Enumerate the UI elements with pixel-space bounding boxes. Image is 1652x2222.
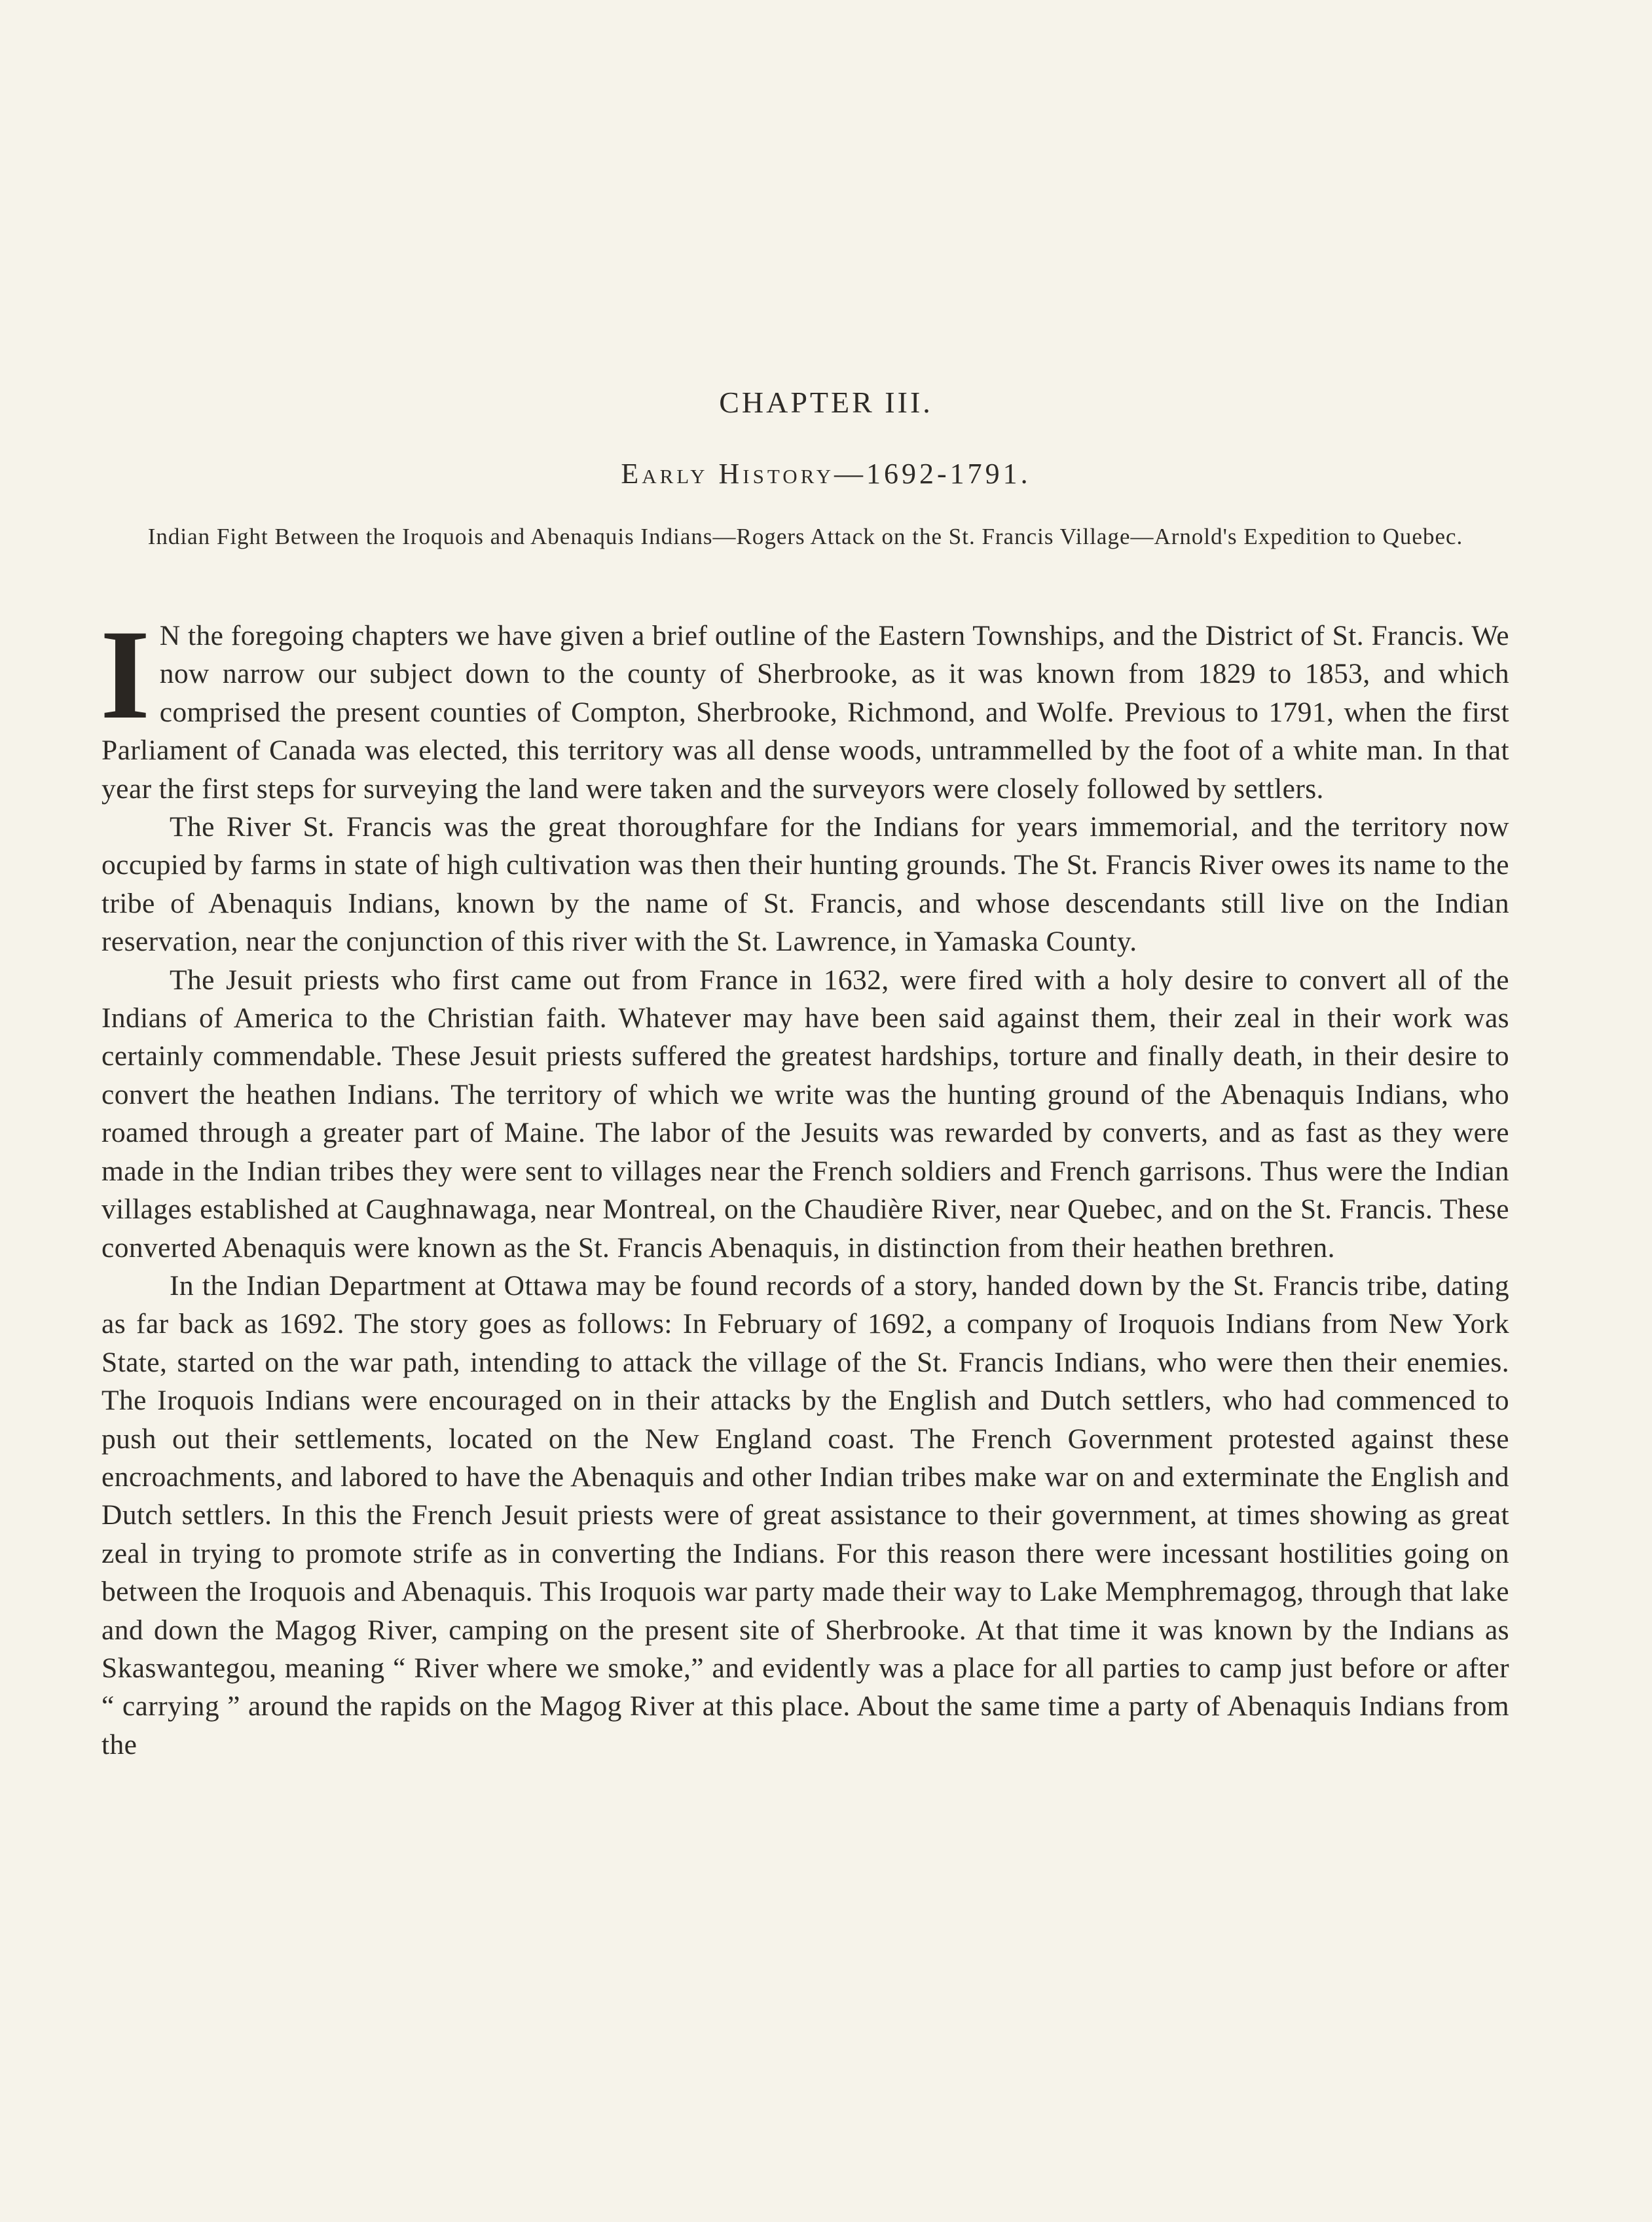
paragraph-3: The Jesuit priests who first came out from France in 1632, were fired with a holy desire to convert all of the Indians of America to the Christian faith. Whatever may have been said against them, their zeal in their work was certainly commendable. These Jesuit priests suffered the greatest hardships, torture and finally death, in their desire to convert the heathen Indians. The territory of which we write was the hunting ground of the Abenaquis Indians, who roamed through a greater part of Maine. The labor of the Jesuits was rewarded by converts, and as fast as they were made in the Indian tribes they were sent to villages near the French soldiers and French garrisons. Thus were the Indian villages established at Caughnawaga, near Montreal, on the Chaudière River, near Quebec, and on the St. Francis. These converted Abenaquis were known as the St. Francis Abenaquis, in distinction from their heathen brethren. [101,964,1509,1264]
paragraph-4: In the Indian Department at Ottawa may be found records of a story, handed down by the St. Francis tribe, dating as far back as 1692. The story goes as follows: In February of 1692, a company of Iroquois Indians from New York State, started on the war path, intending to attack the village of the St. Francis Indians, who were then their enemies. The Iroquois Indians were encouraged on in their attacks by the English and Dutch settlers, who had commenced to push out their settlements, located on the New England coast. The French Government protested against these encroachments, and labored to have the Abenaquis and other Indian tribes make war on and exterminate the English and Dutch settlers. In this the French Jesuit priests were of great assistance to their government, at times showing as great zeal in trying to promote strife as in converting the Indians. For this reason there were incessant hostilities going on between the Iroquois and Abenaquis. This Iroquois war party made their way to Lake Memphremagog, through that lake and down the Magog River, camping on the present site of Sherbrooke. At that time it was known by the Indians as Skaswantegou, meaning “ River where we smoke,” and evidently was a place for all parties to camp just before or after “ carrying ” around the rapids on the Magog River at this place. About the same time a party of Abenaquis Indians from the [101,1269,1509,1760]
chapter-number: CHAPTER III. [719,386,933,419]
paragraph-1 [100,604,1509,808]
paragraph-2: The River St. Francis was the great thoroughfare for the Indians for years immemorial, and the territory now occupied by farms in state of high cultivation was then their hunting grounds. The St. Francis River owes its name to the tribe of Abenaquis Indians, known by the name of St. Francis, and whose descendants still live on the Indian reservation, near the conjunction of this river with the St. Lawrence, in Yamaska County. [101,811,1509,958]
drop-cap: I [100,604,151,746]
chapter-synopsis: Indian Fight Between the Iroquois and Abenaquis Indians—Rogers Attack on the St. Francis Village—Arnold's Expedition to Quebec. [147,524,1463,549]
chapter-body [100,604,1509,1764]
paragraph-1-text: N the foregoing chapters we have given a brief outline of the Eastern Townships, and the District of St. Francis. We now narrow our subject down to the county of Sherbrooke, as it was known from 1829 to 1853, and which comprised the present counties of Compton, Sherbrooke, Richmond, and Wolfe. Previous to 1791, when the first Parliament of Canada was elected, this territory was all dense woods, untrammelled by the foot of a white man. In that year the first steps for surveying the land were taken and the surveyors were closely followed by settlers. [101,620,1509,805]
chapter-title: Early History—1692-1791. [621,458,1031,490]
